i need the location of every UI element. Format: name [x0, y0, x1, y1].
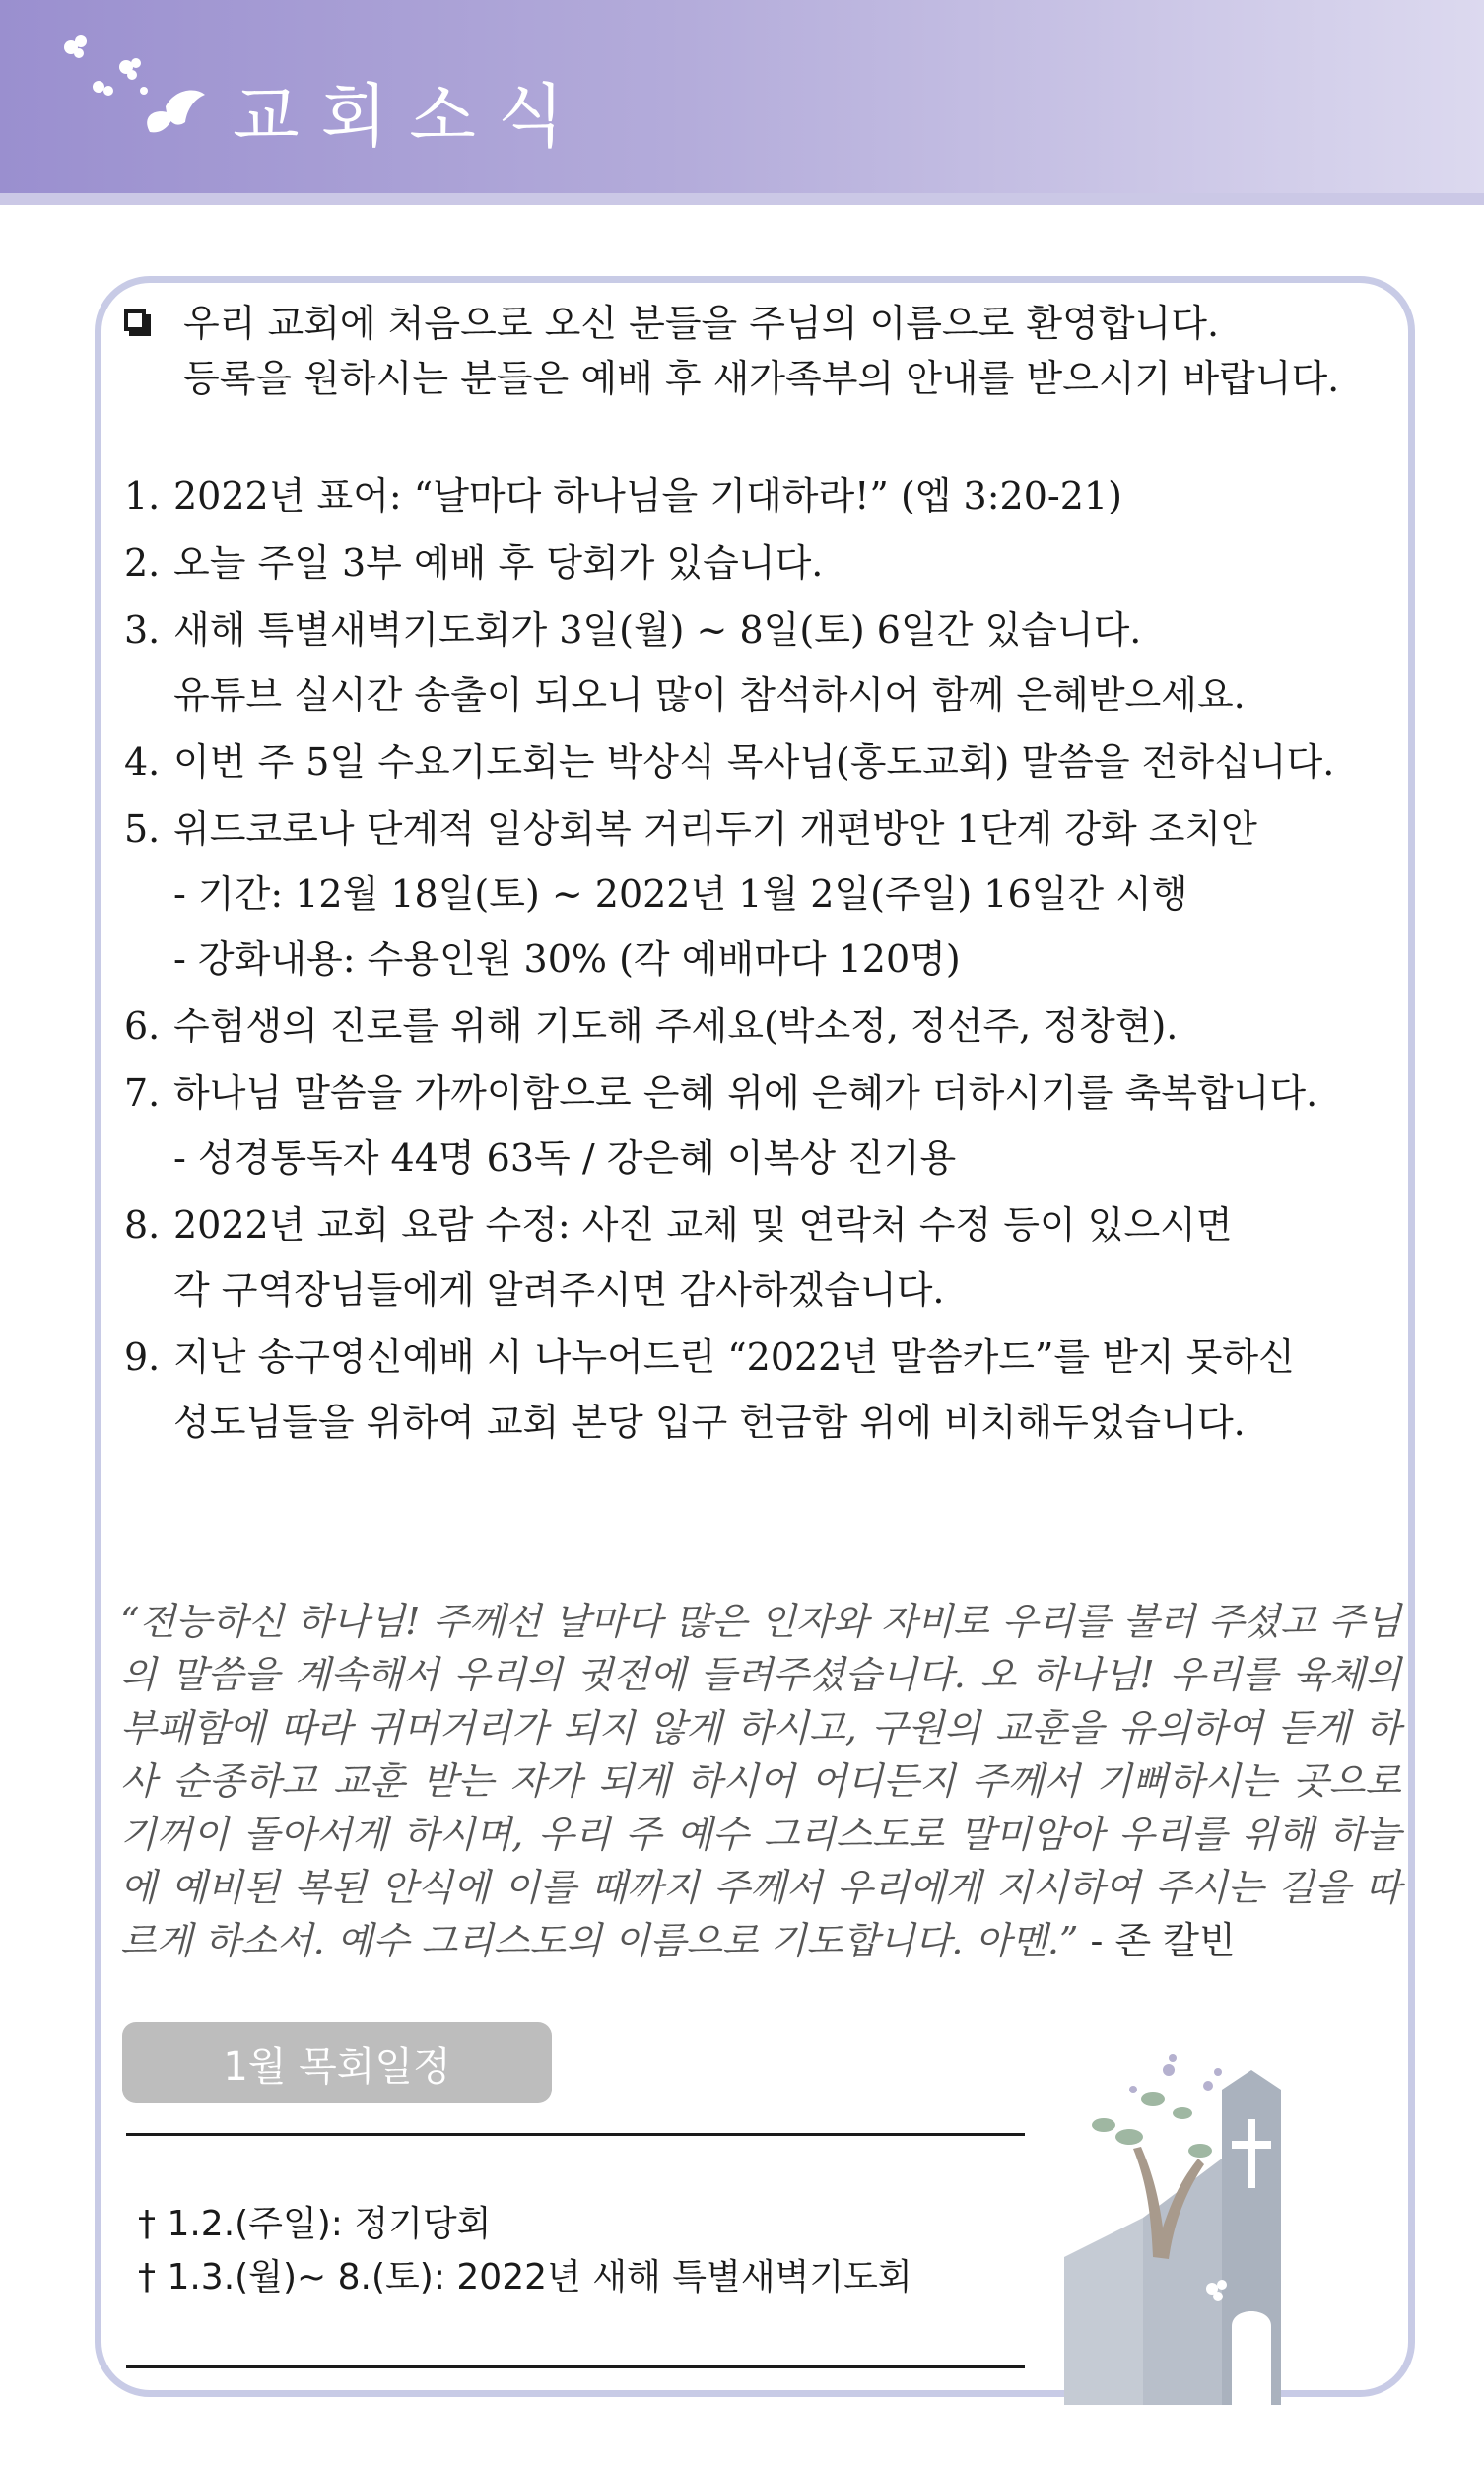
- church-illustration-icon: [1035, 2030, 1389, 2405]
- notice-number: 2.: [124, 541, 161, 584]
- notice-text: 2022년 교회 요람 수정: 사진 교체 및 연락처 수정 등이 있으시면: [173, 1203, 1233, 1247]
- header-underline: [0, 193, 1484, 205]
- schedule-item: † 1.2.(주일): 정기당회: [138, 2204, 492, 2244]
- notice-subtext: - 강화내용: 수용인원 30% (각 예배마다 120명): [173, 937, 961, 981]
- notice-text: 하나님 말씀을 가까이함으로 은혜 위에 은혜가 더하시기를 축복합니다.: [173, 1071, 1318, 1115]
- prayer-quote: [120, 1595, 1401, 1967]
- notice-number: 8.: [124, 1203, 161, 1247]
- notice-item-9: [118, 1325, 1399, 1455]
- notice-number: 7.: [124, 1071, 161, 1115]
- schedule-bottom-rule: [126, 2365, 1025, 2368]
- notice-text: 새해 특별새벽기도회가 3일(월) ~ 8일(토) 6일간 있습니다.: [173, 608, 1142, 651]
- welcome-message: [124, 296, 1395, 406]
- notice-list: [118, 463, 1399, 1457]
- notice-number: 5.: [124, 807, 161, 851]
- notice-text: 지난 송구영신예배 시 나누어드린 “2022년 말씀카드”를 받지 못하신: [173, 1336, 1295, 1379]
- notice-number: 6.: [124, 1004, 161, 1048]
- notice-subtext: - 성경통독자 44명 63독 / 강은혜 이복상 진기용: [173, 1136, 957, 1180]
- notice-item-6: [118, 994, 1399, 1059]
- page-title: 교회소식: [233, 76, 586, 157]
- notice-item-2: [118, 530, 1399, 595]
- notice-number: 3.: [124, 608, 161, 651]
- notice-text: 오늘 주일 3부 예배 후 당회가 있습니다.: [173, 541, 824, 584]
- welcome-line-1: 우리 교회에 처음으로 오신 분들을 주님의 이름으로 환영합니다.: [183, 302, 1220, 345]
- notice-item-7: [118, 1061, 1399, 1191]
- notice-item-8: [118, 1193, 1399, 1323]
- checkbox-bullet-icon: [124, 309, 146, 331]
- welcome-line-2: 등록을 원하시는 분들은 예배 후 새가족부의 안내를 받으시기 바랍니다.: [183, 357, 1340, 400]
- prayer-text: “전능하신 하나님! 주께선 날마다 많은 인자와 자비로 우리를 불러 주셨고 주님의 말씀을 계속해서 우리의 귓전에 들려주셨습니다. 오 하나님! 우리를 육체의 부패함에 따라 귀머거리가 되지 않게 하시고, 구원의 교훈을 유의하여 듣게 하사 순종하고 교훈 받는 자가 되게 하시어 어디든지 주께서 기뻐하시는 곳으로 기꺼이 돌아서게 하시며, 우리 주 예수 그리스도로 말미암아 우리를 위해 하늘에 예비된 복된 안식에 이를 때까지 주께서 우리에게 지시하여 주시는 길을 따르게 하소서. 예수 그리스도의 이름으로 기도합니다. 아멘.”: [120, 1600, 1401, 1962]
- notice-item-5: [118, 796, 1399, 992]
- schedule-list: [138, 2198, 1064, 2304]
- notice-text: 수험생의 진로를 위해 기도해 주세요(박소정, 정선주, 정창현).: [173, 1004, 1179, 1048]
- notice-number: 9.: [124, 1336, 161, 1379]
- notice-text: 이번 주 5일 수요기도회는 박상식 목사님(홍도교회) 말씀을 전하십니다.: [173, 740, 1335, 784]
- notice-text: 유튜브 실시간 송출이 되오니 많이 참석하시어 함께 은혜받으세요.: [173, 673, 1246, 717]
- notice-item-1: [118, 463, 1399, 528]
- schedule-item: † 1.3.(월)~ 8.(토): 2022년 새해 특별새벽기도회: [138, 2257, 912, 2297]
- notice-number: 4.: [124, 740, 161, 784]
- schedule-label: 1월 목회일정: [122, 2022, 552, 2103]
- header-banner: [0, 0, 1484, 193]
- notice-number: 1.: [124, 474, 161, 517]
- notice-text: 2022년 표어: “날마다 하나님을 기대하라!” (엡 3:20-21): [173, 474, 1122, 517]
- schedule-top-rule: [126, 2133, 1025, 2136]
- butterfly-icon: [57, 30, 235, 168]
- prayer-author: - 존 칼빈: [1090, 1919, 1236, 1962]
- notice-item-3: [118, 597, 1399, 727]
- notice-item-4: [118, 729, 1399, 794]
- notice-subtext: - 기간: 12월 18일(토) ~ 2022년 1월 2일(주일) 16일간 시행: [173, 872, 1188, 916]
- notice-text: 각 구역장님들에게 알려주시면 감사하겠습니다.: [173, 1268, 945, 1312]
- notice-text: 위드코로나 단계적 일상회복 거리두기 개편방안 1단계 강화 조치안: [173, 807, 1257, 851]
- notice-text: 성도님들을 위하여 교회 본당 입구 헌금함 위에 비치해두었습니다.: [173, 1401, 1246, 1444]
